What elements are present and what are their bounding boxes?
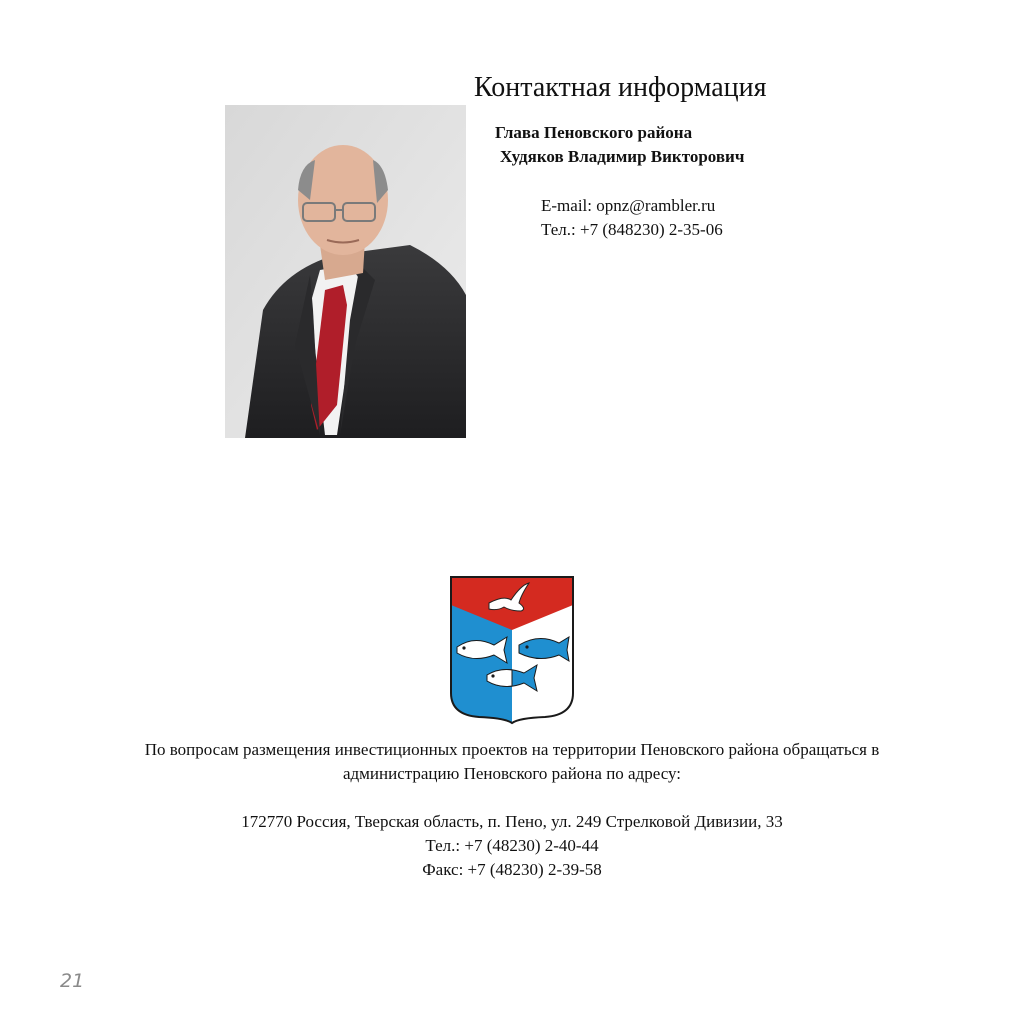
administration-address: 172770 Россия, Тверская область, п. Пено, ул. 249 Стрелковой Дивизии, 33 xyxy=(241,812,783,831)
coat-of-arms-icon xyxy=(449,575,575,725)
head-email: E-mail: opnz@rambler.ru xyxy=(541,196,716,215)
administration-phone: Тел.: +7 (48230) 2-40-44 xyxy=(425,836,599,855)
administration-fax: Факс: +7 (48230) 2-39-58 xyxy=(422,860,602,879)
portrait-photo xyxy=(225,105,466,438)
investment-intro-line2: администрацию Пеновского района по адресу: xyxy=(342,764,682,783)
page-title: Контактная информация xyxy=(474,72,767,103)
head-full-name: Худяков Владимир Викторович xyxy=(500,147,745,166)
head-phone: Тел.: +7 (848230) 2-35-06 xyxy=(541,220,723,239)
page-number: 21 xyxy=(60,970,85,992)
investment-intro-line1: По вопросам размещения инвестиционных проектов на территории Пеновского района обращаться в xyxy=(144,740,880,759)
head-position-title: Глава Пеновского района xyxy=(495,123,693,142)
